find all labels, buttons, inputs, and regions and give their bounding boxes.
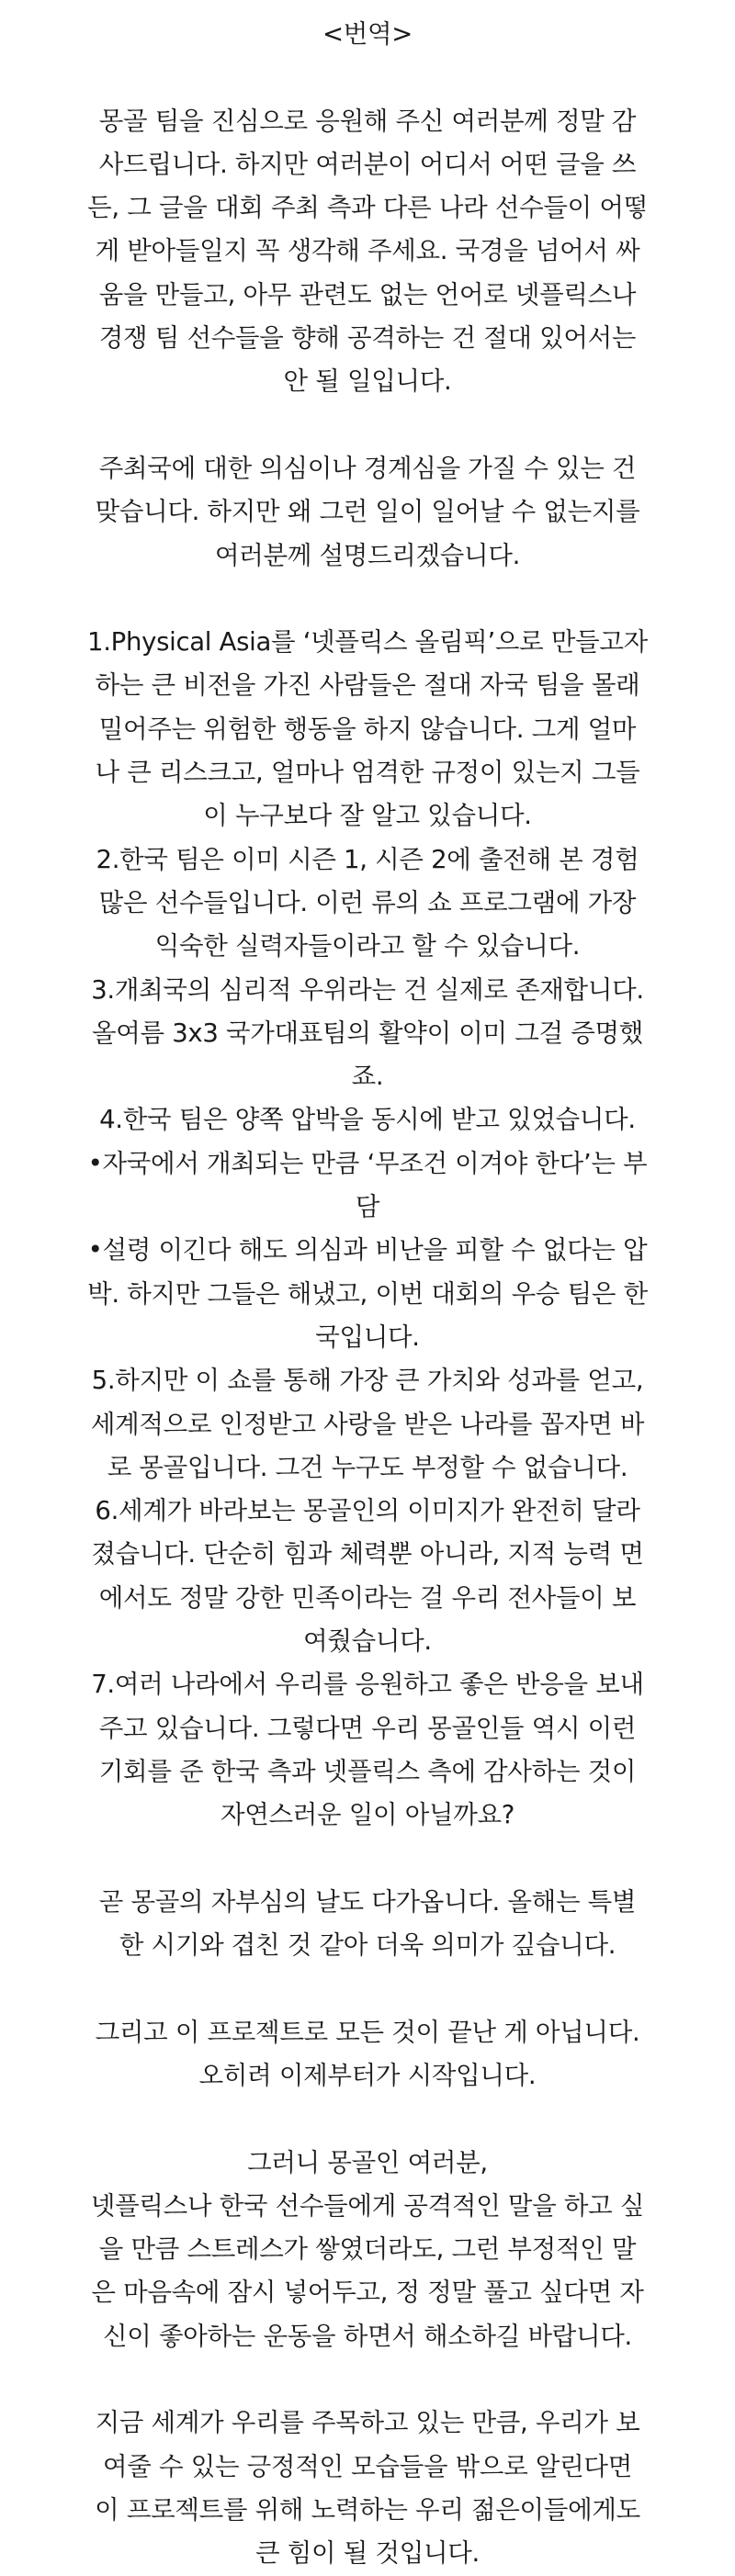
- text-line: 지금 세계가 우리를 주목하고 있는 만큼, 우리가 보: [95, 2408, 640, 2438]
- text-line: 이 누구보다 잘 알고 있습니다.: [203, 801, 532, 831]
- paragraph-host-suspicion: [26, 447, 709, 578]
- text-line: 3.개최국의 심리적 우위라는 건 실제로 존재합니다.: [91, 974, 644, 1005]
- text-line: 로 몽골입니다. 그건 누구도 부정할 수 없습니다.: [107, 1452, 628, 1482]
- text-line: 담: [355, 1192, 380, 1222]
- text-line: 6.세계가 바라보는 몽골인의 이미지가 완전히 달라: [95, 1496, 640, 1526]
- paragraph-gap: [26, 56, 709, 99]
- text-line: 7.여러 나라에서 우리를 응원하고 좋은 반응을 보내: [91, 1670, 644, 1700]
- text-line: 박. 하지만 그들은 해냈고, 이번 대회의 우승 팀은 한: [87, 1278, 648, 1309]
- paragraph-gap: [26, 578, 709, 621]
- paragraph-just-beginning: [26, 2011, 709, 2098]
- text-line: 국입니다.: [315, 1322, 420, 1352]
- text-line: 곧 몽골의 자부심의 날도 다가옵니다. 올해는 특별: [98, 1886, 637, 1917]
- text-line: 그러니 몽골인 여러분,: [247, 2147, 488, 2177]
- text-line: 주고 있습니다. 그렇다면 우리 몽골인들 역시 이런: [98, 1713, 637, 1743]
- text-line: 주최국에 대한 의심이나 경계심을 가질 수 있는 건: [98, 453, 637, 483]
- paragraph-appeal: [26, 2142, 709, 2358]
- text-line: 여줬습니다.: [303, 1625, 432, 1656]
- text-line: 게 받아들일지 꼭 생각해 주세요. 국경을 넘어서 싸: [95, 236, 640, 266]
- text-line: 몽골 팀을 진심으로 응원해 주신 여러분께 정말 감: [98, 106, 637, 136]
- text-line: 그리고 이 프로젝트로 모든 것이 끝난 게 아닙니다.: [95, 2017, 640, 2047]
- paragraph-gap: [26, 1967, 709, 2010]
- paragraph-intro-thanks: [26, 100, 709, 404]
- document-title: <번역>: [322, 19, 413, 49]
- text-line: 여러분께 설명드리겠습니다.: [214, 540, 521, 570]
- paragraph-gap: [26, 2098, 709, 2141]
- text-line: 은 마음속에 잠시 넣어두고, 정 정말 풀고 싶다면 자: [91, 2278, 644, 2308]
- text-line: 5.하지만 이 쇼를 통해 가장 큰 가치와 성과를 얻고,: [91, 1366, 644, 1396]
- text-line: 밀어주는 위험한 행동을 하지 않습니다. 그게 얼마: [98, 714, 637, 744]
- text-line: 기회를 준 한국 측과 넷플릭스 측에 감사하는 것이: [98, 1756, 637, 1786]
- paragraph-gap: [26, 2358, 709, 2402]
- paragraph-closing: [26, 2402, 709, 2575]
- text-line: 넷플릭스나 한국 선수들에게 공격적인 말을 하고 싶: [90, 2190, 645, 2221]
- paragraph-gap: [26, 1837, 709, 1880]
- text-line: 죠.: [351, 1062, 384, 1092]
- paragraph-numbered-reasons: [26, 621, 709, 1837]
- text-line: 4.한국 팀은 양쪽 압박을 동시에 받고 있었습니다.: [99, 1105, 636, 1135]
- text-line: •설령 이긴다 해도 의심과 비난을 피할 수 없다는 압: [87, 1235, 648, 1266]
- text-line: 세계적으로 인정받고 사랑을 받은 나라를 꼽자면 바: [90, 1409, 645, 1439]
- text-line: 1.Physical Asia를 ‘넷플릭스 올림픽’으로 만들고자: [87, 627, 648, 658]
- text-line: 맞습니다. 하지만 왜 그런 일이 일어날 수 없는지를: [95, 497, 640, 527]
- text-line: 사드립니다. 하지만 여러분이 어디서 어떤 글을 쓰: [98, 149, 637, 179]
- text-line: 올여름 3x3 국가대표팀의 활약이 이미 그걸 증명했: [91, 1018, 644, 1048]
- text-line: 경쟁 팀 선수들을 향해 공격하는 건 절대 있어서는: [98, 323, 637, 354]
- text-line: 자연스러운 일이 아닐까요?: [220, 1800, 515, 1830]
- text-line: 에서도 정말 강한 민족이라는 걸 우리 전사들이 보: [98, 1582, 637, 1613]
- text-line: 한 시기와 겹친 것 같아 더욱 의미가 깊습니다.: [119, 1930, 616, 1961]
- text-line: 을 만큼 스트레스가 쌓였더라도, 그런 부정적인 말: [98, 2234, 637, 2265]
- text-line: 안 될 일입니다.: [283, 366, 452, 397]
- paragraph-pride-day: [26, 1881, 709, 1968]
- text-line: 오히려 이제부터가 시작입니다.: [198, 2060, 537, 2090]
- text-line: 나 큰 리스크고, 얼마나 엄격한 규정이 있는지 그들: [95, 758, 640, 788]
- text-line: 졌습니다. 단순히 힘과 체력뿐 아니라, 지적 능력 면: [91, 1539, 644, 1569]
- text-line: 하는 큰 비전을 가진 사람들은 절대 자국 팀을 몰래: [95, 670, 640, 701]
- text-line: 익숙한 실력자들이라고 할 수 있습니다.: [154, 931, 581, 962]
- text-line: 큰 힘이 될 것입니다.: [255, 2538, 480, 2569]
- paragraph-gap: [26, 404, 709, 447]
- text-line: •자국에서 개최되는 만큼 ‘무조건 이겨야 한다’는 부: [87, 1148, 648, 1178]
- text-line: 2.한국 팀은 이미 시즌 1, 시즌 2에 출전해 본 경험: [96, 844, 639, 874]
- text-line: 이 프로젝트를 위해 노력하는 우리 젊은이들에게도: [95, 2494, 640, 2525]
- text-line: 신이 좋아하는 운동을 하면서 해소하길 바랍니다.: [103, 2321, 632, 2351]
- text-line: 든, 그 글을 대회 주최 측과 다른 나라 선수들이 어떻: [87, 193, 648, 223]
- text-line: 여줄 수 있는 긍정적인 모습들을 밖으로 알린다면: [103, 2451, 632, 2481]
- text-line: 움을 만들고, 아무 관련도 없는 언어로 넷플릭스나: [98, 279, 637, 309]
- text-line: 많은 선수들입니다. 이런 류의 쇼 프로그램에 가장: [98, 887, 637, 917]
